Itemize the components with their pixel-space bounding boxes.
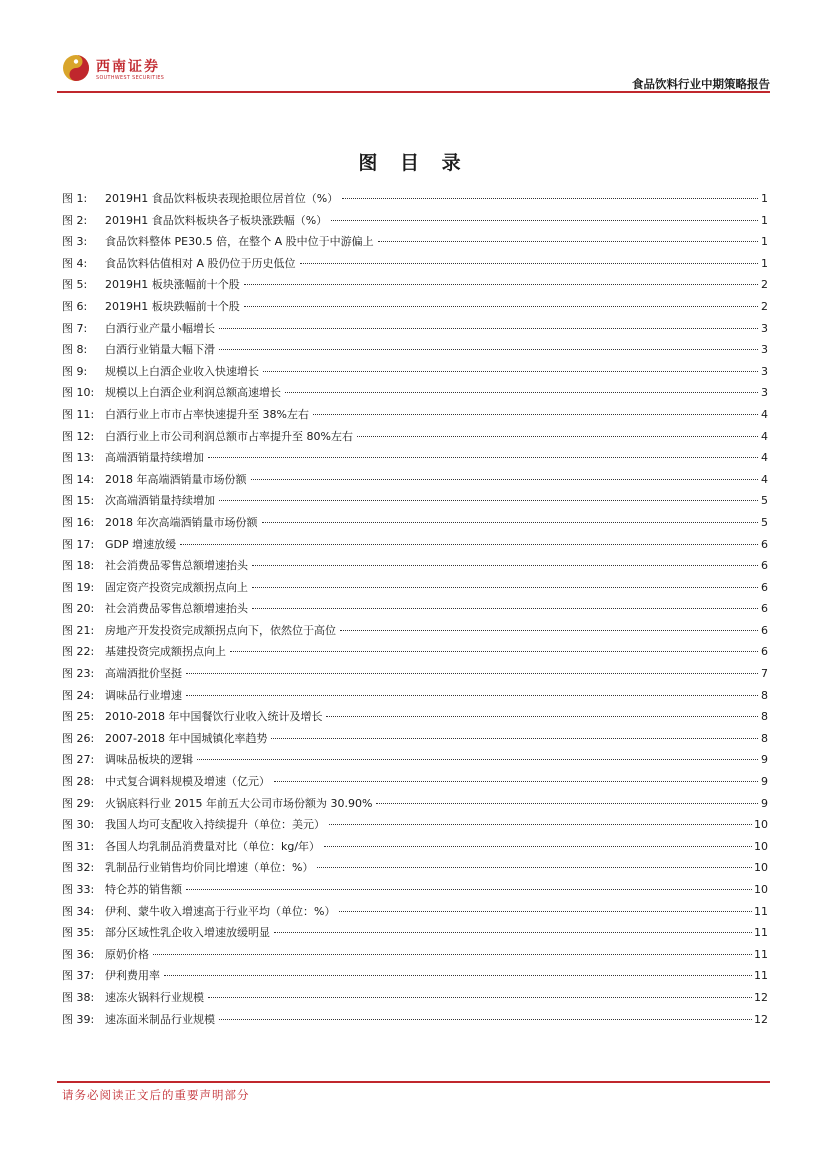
toc-dot-leader <box>326 716 758 717</box>
toc-entry-label <box>62 924 272 940</box>
toc-dot-leader <box>208 997 752 998</box>
toc-entry[interactable] <box>62 190 768 212</box>
toc-entry[interactable] <box>62 773 768 795</box>
toc-figure-caption: 白酒行业上市公司利润总额市占率提升至 80%左右 <box>105 429 353 443</box>
toc-page-number: 1 <box>761 213 768 227</box>
toc-entry-label <box>62 341 217 357</box>
toc-entry[interactable] <box>62 255 768 277</box>
toc-dot-leader <box>274 781 758 782</box>
toc-dot-leader <box>251 479 759 480</box>
toc-entry[interactable] <box>62 557 768 579</box>
toc-dot-leader <box>252 565 758 566</box>
toc-entry-label <box>62 795 374 811</box>
toc-figure-number: 图 24: <box>62 688 95 702</box>
toc-figure-number: 图 10: <box>62 386 95 400</box>
toc-entry-label <box>62 255 298 271</box>
toc-page-number: 6 <box>761 580 768 594</box>
toc-figure-caption: 基建投资完成额拐点向上 <box>105 645 226 659</box>
toc-entry[interactable] <box>62 687 768 709</box>
toc-dot-leader <box>300 263 758 264</box>
toc-entry-label <box>62 1011 217 1027</box>
toc-entry[interactable] <box>62 903 768 925</box>
toc-entry-label <box>62 428 355 444</box>
toc-figure-caption: 伊利、蒙牛收入增速高于行业平均（单位：%） <box>105 904 336 918</box>
logo-chinese-name: 西南证券 <box>96 59 160 75</box>
toc-entry-label <box>62 600 250 616</box>
toc-figure-number: 图 30: <box>62 818 95 832</box>
toc-page-number: 8 <box>761 688 768 702</box>
toc-dot-leader <box>230 651 758 652</box>
toc-entry[interactable] <box>62 643 768 665</box>
toc-page-number: 10 <box>754 818 768 832</box>
toc-dot-leader <box>271 738 758 739</box>
toc-figure-caption: 各国人均乳制品消费量对比（单位：kg/年） <box>105 839 321 853</box>
toc-entry-label <box>62 881 184 897</box>
toc-entry-label <box>62 989 206 1005</box>
toc-page-number: 5 <box>761 494 768 508</box>
toc-figure-number: 图 5: <box>62 278 88 292</box>
toc-page-number: 10 <box>754 839 768 853</box>
toc-entry[interactable] <box>62 795 768 817</box>
toc-entry-label <box>62 320 217 336</box>
toc-figure-number: 图 6: <box>62 299 88 313</box>
toc-figure-caption: 社会消费品零售总额增速抬头 <box>105 602 248 616</box>
toc-entry[interactable] <box>62 838 768 860</box>
toc-entry-label <box>62 190 340 206</box>
toc-page-number: 8 <box>761 710 768 724</box>
toc-page-number: 1 <box>761 256 768 270</box>
toc-entry[interactable] <box>62 428 768 450</box>
toc-figure-number: 图 21: <box>62 623 95 637</box>
toc-dot-leader <box>285 392 758 393</box>
toc-entry[interactable] <box>62 946 768 968</box>
footer-disclaimer: 请务必阅读正文后的重要声明部分 <box>62 1088 250 1102</box>
toc-figure-caption: 高端酒销量持续增加 <box>105 451 204 465</box>
toc-figure-number: 图 4: <box>62 256 88 270</box>
toc-figure-number: 图 32: <box>62 861 95 875</box>
toc-figure-number: 图 27: <box>62 753 95 767</box>
toc-dot-leader <box>219 349 758 350</box>
toc-dot-leader <box>219 1019 752 1020</box>
toc-entry-label <box>62 363 261 379</box>
toc-dot-leader <box>357 436 758 437</box>
toc-figure-caption: 固定资产投资完成额拐点向上 <box>105 580 248 594</box>
toc-entry-label <box>62 967 162 983</box>
toc-figure-number: 图 17: <box>62 537 95 551</box>
toc-dot-leader <box>153 954 752 955</box>
toc-figure-number: 图 28: <box>62 775 95 789</box>
toc-page-number: 3 <box>761 321 768 335</box>
toc-figure-number: 图 11: <box>62 407 95 421</box>
toc-figure-number: 图 36: <box>62 947 95 961</box>
toc-dot-leader <box>342 198 758 199</box>
toc-entry[interactable] <box>62 751 768 773</box>
toc-figure-caption: 高端酒批价坚挺 <box>105 667 182 681</box>
toc-figure-number: 图 38: <box>62 990 95 1004</box>
toc-figure-number: 图 9: <box>62 364 88 378</box>
toc-figure-caption: 社会消费品零售总额增速抬头 <box>105 559 248 573</box>
toc-figure-number: 图 25: <box>62 710 95 724</box>
toc-page-number: 4 <box>761 407 768 421</box>
toc-figure-caption: 速冻面米制品行业规模 <box>105 1012 215 1026</box>
toc-page-number: 4 <box>761 472 768 486</box>
toc-dot-leader <box>274 932 752 933</box>
toc-figure-number: 图 1: <box>62 192 88 205</box>
toc-entry[interactable] <box>62 492 768 514</box>
toc-figure-number: 图 34: <box>62 904 95 918</box>
toc-page-number: 9 <box>761 796 768 810</box>
toc-entry[interactable] <box>62 406 768 428</box>
toc-figure-caption: 调味品行业增速 <box>105 688 182 702</box>
toc-figure-number: 图 14: <box>62 472 95 486</box>
toc-figure-caption: 2019H1 板块跌幅前十个股 <box>105 299 240 313</box>
toc-figure-caption: 食品饮料估值相对 A 股仍位于历史低位 <box>105 256 296 270</box>
toc-page-number: 11 <box>754 969 768 983</box>
toc-dot-leader <box>208 457 758 458</box>
toc-dot-leader <box>313 414 758 415</box>
toc-figure-number: 图 37: <box>62 969 95 983</box>
toc-page-number: 4 <box>761 429 768 443</box>
toc-entry[interactable] <box>62 989 768 1011</box>
toc-figure-caption: 2007-2018 年中国城镇化率趋势 <box>105 731 268 745</box>
toc-entry-label <box>62 557 250 573</box>
toc-entry[interactable] <box>62 881 768 903</box>
toc-page-number: 6 <box>761 623 768 637</box>
toc-figure-caption: 2019H1 食品饮料板块表现抢眼位居首位（%） <box>105 192 339 205</box>
toc-entry[interactable] <box>62 536 768 558</box>
toc-figure-caption: 次高端酒销量持续增加 <box>105 494 215 508</box>
toc-entry[interactable] <box>62 449 768 471</box>
toc-entry[interactable] <box>62 298 768 320</box>
toc-entry-label <box>62 212 329 228</box>
toc-figure-caption: GDP 增速放缓 <box>105 537 177 551</box>
toc-dot-leader <box>244 284 758 285</box>
toc-figure-caption: 调味品板块的逻辑 <box>105 753 193 767</box>
toc-entry-label <box>62 233 376 249</box>
toc-entry-label <box>62 384 283 400</box>
toc-page-number: 1 <box>761 192 768 205</box>
toc-figure-number: 图 7: <box>62 321 88 335</box>
toc-figure-number: 图 19: <box>62 580 95 594</box>
toc-dot-leader <box>197 759 758 760</box>
toc-entry-label <box>62 838 322 854</box>
toc-entry-label <box>62 687 184 703</box>
toc-figure-caption: 我国人均可支配收入持续提升（单位：美元） <box>105 818 325 832</box>
toc-figure-number: 图 2: <box>62 213 88 227</box>
toc-page-number: 8 <box>761 731 768 745</box>
toc-entry-label <box>62 471 249 487</box>
toc-dot-leader <box>262 522 759 523</box>
toc-figure-number: 图 16: <box>62 515 95 529</box>
toc-dot-leader <box>186 889 752 890</box>
toc-entry-label <box>62 536 178 552</box>
page-header <box>57 46 770 92</box>
toc-entry-label <box>62 492 217 508</box>
toc-page-number: 6 <box>761 537 768 551</box>
toc-entry[interactable] <box>62 471 768 493</box>
figure-list <box>62 190 768 1032</box>
toc-figure-caption: 2018 年次高端酒销量市场份额 <box>105 515 258 529</box>
toc-entry-label <box>62 946 151 962</box>
toc-page-number: 3 <box>761 343 768 357</box>
toc-entry[interactable] <box>62 341 768 363</box>
toc-dot-leader <box>339 911 752 912</box>
toc-entry[interactable] <box>62 276 768 298</box>
toc-figure-caption: 2019H1 板块涨幅前十个股 <box>105 278 240 292</box>
toc-page-number: 12 <box>754 1012 768 1026</box>
toc-dot-leader <box>252 608 758 609</box>
toc-entry-label <box>62 903 337 919</box>
toc-figure-caption: 乳制品行业销售均价同比增速（单位：%） <box>105 861 314 875</box>
toc-entry[interactable] <box>62 212 768 234</box>
toc-entry-label <box>62 622 338 638</box>
toc-entry-label <box>62 816 327 832</box>
toc-page-number: 3 <box>761 364 768 378</box>
toc-page-number: 9 <box>761 753 768 767</box>
toc-dot-leader <box>340 630 758 631</box>
toc-entry-label <box>62 730 269 746</box>
toc-dot-leader <box>186 695 758 696</box>
toc-entry[interactable] <box>62 665 768 687</box>
toc-entry[interactable] <box>62 600 768 622</box>
toc-figure-caption: 2019H1 食品饮料板块各子板块涨跌幅（%） <box>105 213 328 227</box>
toc-page-number: 1 <box>761 235 768 249</box>
toc-figure-caption: 白酒行业销量大幅下滑 <box>105 343 215 357</box>
company-logo <box>62 50 222 90</box>
toc-entry[interactable] <box>62 859 768 881</box>
toc-figure-caption: 中式复合调料规模及增速（亿元） <box>105 775 270 789</box>
toc-entry[interactable] <box>62 967 768 989</box>
toc-entry-label <box>62 449 206 465</box>
toc-figure-caption: 食品饮料整体 PE30.5 倍，在整个 A 股中位于中游偏上 <box>105 235 374 249</box>
toc-entry-label <box>62 859 315 875</box>
toc-figure-number: 图 23: <box>62 667 95 681</box>
toc-page-number: 6 <box>761 645 768 659</box>
toc-page-number: 12 <box>754 990 768 1004</box>
toc-dot-leader <box>263 371 758 372</box>
toc-page-number: 3 <box>761 386 768 400</box>
toc-figure-number: 图 12: <box>62 429 95 443</box>
toc-dot-leader <box>219 328 758 329</box>
toc-entry[interactable] <box>62 233 768 255</box>
toc-page-number: 2 <box>761 299 768 313</box>
toc-figure-number: 图 26: <box>62 731 95 745</box>
toc-figure-number: 图 8: <box>62 343 88 357</box>
toc-figure-number: 图 20: <box>62 602 95 616</box>
toc-figure-number: 图 13: <box>62 451 95 465</box>
toc-page-number: 10 <box>754 861 768 875</box>
toc-figure-caption: 房地产开发投资完成额拐点向下，依然位于高位 <box>105 623 336 637</box>
toc-dot-leader <box>329 824 752 825</box>
toc-entry[interactable] <box>62 924 768 946</box>
toc-dot-leader <box>324 846 752 847</box>
toc-page-number: 11 <box>754 947 768 961</box>
toc-figure-caption: 伊利费用率 <box>105 969 160 983</box>
toc-figure-number: 图 22: <box>62 645 95 659</box>
toc-entry-label <box>62 298 242 314</box>
toc-dot-leader <box>219 500 758 501</box>
toc-dot-leader <box>317 867 752 868</box>
toc-figure-caption: 2010-2018 年中国餐饮行业收入统计及增长 <box>105 710 323 724</box>
toc-page-number: 4 <box>761 451 768 465</box>
toc-entry[interactable] <box>62 816 768 838</box>
toc-entry-label <box>62 773 272 789</box>
toc-entry-label <box>62 579 250 595</box>
toc-page-number: 7 <box>761 667 768 681</box>
logo-english-name: SOUTHWEST SECURITIES <box>96 76 165 81</box>
toc-page-number: 10 <box>754 883 768 896</box>
toc-entry-label <box>62 406 311 422</box>
toc-entry-label <box>62 643 228 659</box>
toc-dot-leader <box>376 803 758 804</box>
toc-figure-caption: 特仑苏的销售额 <box>105 883 182 896</box>
toc-dot-leader <box>186 673 758 674</box>
toc-figure-caption: 火锅底料行业 2015 年前五大公司市场份额为 30.90% <box>105 796 373 810</box>
toc-figure-caption: 规模以上白酒企业利润总额高速增长 <box>105 386 281 400</box>
toc-page-number: 5 <box>761 515 768 529</box>
toc-figure-caption: 白酒行业产量小幅增长 <box>105 321 215 335</box>
toc-figure-number: 图 15: <box>62 494 95 508</box>
toc-entry[interactable] <box>62 514 768 536</box>
toc-figure-number: 图 39: <box>62 1012 95 1026</box>
toc-entry[interactable] <box>62 579 768 601</box>
toc-figure-caption: 部分区域性乳企收入增速放缓明显 <box>105 926 270 940</box>
toc-entry-label <box>62 708 324 724</box>
toc-dot-leader <box>252 587 758 588</box>
toc-entry[interactable] <box>62 622 768 644</box>
toc-dot-leader <box>244 306 758 307</box>
toc-figure-number: 图 29: <box>62 796 95 810</box>
toc-entry[interactable] <box>62 708 768 730</box>
toc-figure-caption: 白酒行业上市市占率快速提升至 38%左右 <box>105 407 309 421</box>
toc-figure-caption: 速冻火锅料行业规模 <box>105 990 204 1004</box>
footer-divider <box>57 1081 770 1083</box>
toc-entry[interactable] <box>62 1011 768 1033</box>
toc-page-number: 6 <box>761 559 768 573</box>
toc-entry-label <box>62 276 242 292</box>
toc-figure-caption: 原奶价格 <box>105 947 149 961</box>
toc-entry[interactable] <box>62 320 768 342</box>
toc-dot-leader <box>164 975 752 976</box>
toc-figure-caption: 2018 年高端酒销量市场份额 <box>105 472 247 486</box>
toc-entry[interactable] <box>62 363 768 385</box>
toc-page-number: 6 <box>761 602 768 616</box>
header-divider <box>57 91 770 93</box>
toc-figure-number: 图 3: <box>62 235 88 249</box>
toc-page-number: 11 <box>754 904 768 918</box>
toc-figure-number: 图 35: <box>62 926 95 940</box>
toc-entry-label <box>62 751 195 767</box>
toc-entry-label <box>62 514 260 530</box>
toc-dot-leader <box>378 241 758 242</box>
toc-entry[interactable] <box>62 730 768 752</box>
toc-page-number: 11 <box>754 926 768 940</box>
toc-figure-caption: 规模以上白酒企业收入快速增长 <box>105 364 259 378</box>
toc-entry-label <box>62 665 184 681</box>
logo-emblem-icon <box>62 54 90 82</box>
toc-entry[interactable] <box>62 384 768 406</box>
report-title: 食品饮料行业中期策略报告 <box>632 77 770 91</box>
toc-dot-leader <box>331 220 758 221</box>
page-title: 图 目 录 <box>358 152 469 174</box>
toc-dot-leader <box>180 544 758 545</box>
toc-figure-number: 图 18: <box>62 559 95 573</box>
toc-page-number: 2 <box>761 278 768 292</box>
toc-page-number: 9 <box>761 775 768 789</box>
toc-figure-number: 图 33: <box>62 883 95 896</box>
toc-figure-number: 图 31: <box>62 839 95 853</box>
